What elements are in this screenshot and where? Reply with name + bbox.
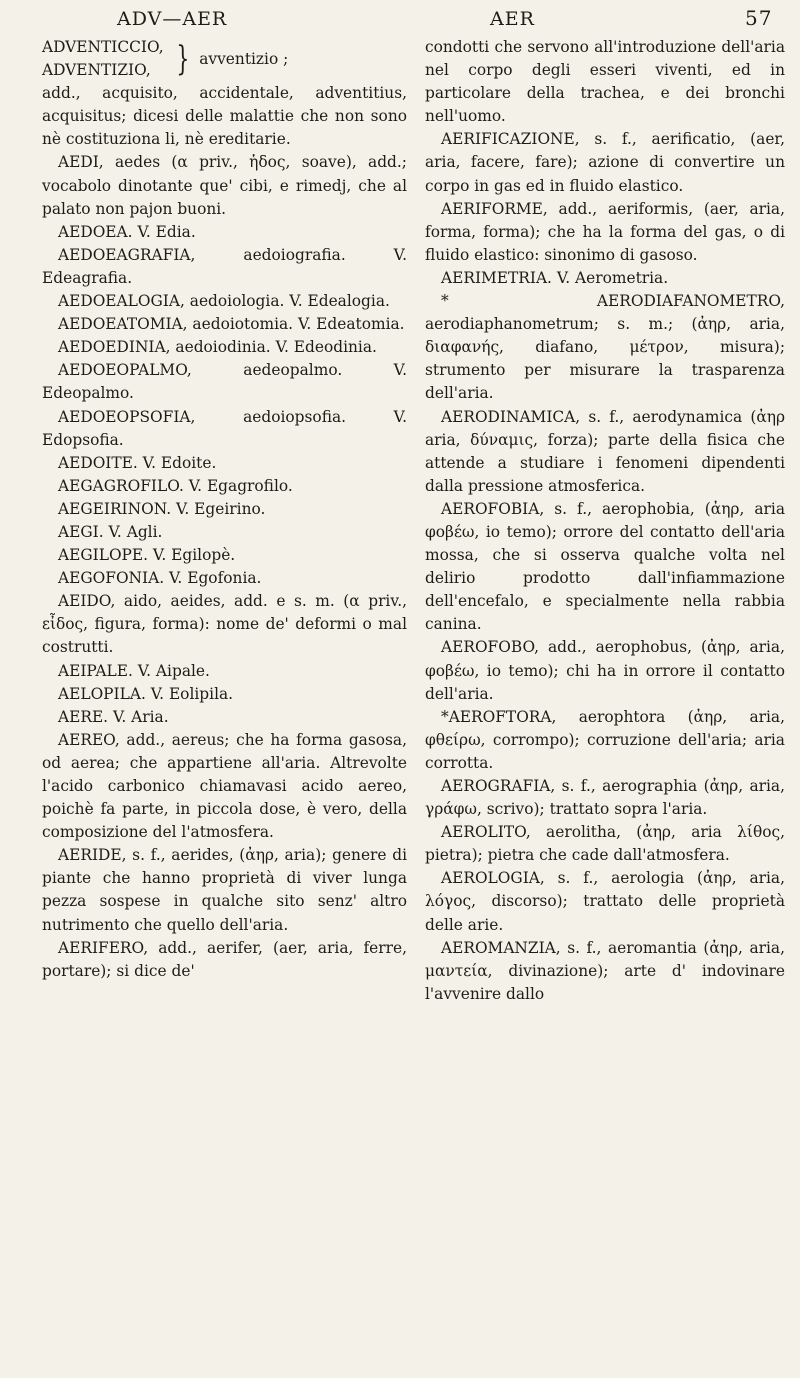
dictionary-entry: * AERODIAFANOMETRO, aerodiaphanometrum; s. m.; (ἀηρ, aria, διαφανής, diafano, μέτρον, misura); strumento per misurare la trasparenza dell'aria. — [425, 292, 785, 403]
dictionary-entry: *AEROFTORA, aerophtora (ἀηρ, aria, φθείρω, corrompo); corruzione dell'aria; aria corrotta. — [425, 707, 785, 772]
dictionary-entry: AEGOFONIA. V. Egofonia. — [58, 569, 262, 588]
dictionary-entry: AEDOITE. V. Edoite. — [58, 453, 217, 472]
dictionary-entry: AERIMETRIA. V. Aerometria. — [441, 268, 669, 287]
right-column — [425, 36, 785, 1006]
dictionary-entry: AEDOEATOMIA, aedoiotomia. V. Edeatomia. — [58, 315, 405, 334]
dictionary-entry-continuation: condotti che servono all'introduzione dell'aria nel corpo degli esseri viventi, ed in particolare della trachea, e dei bronchi nell'uomo. — [425, 38, 785, 126]
brace-glyph: } — [175, 39, 189, 80]
dictionary-entry: AERODINAMICA, s. f., aerodynamica (ἀηρ aria, δύναμις, forza); parte della fisica che attende a studiare i fenomeni dipendenti dalla pressione atmosferica. — [425, 407, 785, 495]
dictionary-entry: AEDOEALOGIA, aedoiologia. V. Edealogia. — [58, 292, 390, 311]
dictionary-entry: AERIFERO, add., aerifer, (aer, aria, ferre, portare); si dice de' — [42, 938, 407, 980]
left-column — [42, 36, 407, 983]
dictionary-entry: AEGAGROFILO. V. Egagrofilo. — [58, 476, 293, 495]
dictionary-entry: AEROLITO, aerolitha, (ἀηρ, aria λίθος, pietra); pietra che cade dall'atmosfera. — [425, 823, 785, 865]
dictionary-entry: AEIPALE. V. Aipale. — [58, 661, 210, 680]
headword-adventizio: ADVENTIZIO, — [42, 61, 151, 80]
headword-gloss: avventizio ; — [199, 49, 289, 68]
dictionary-entry: AEROFOBO, add., aerophobus, (ἀηρ, aria, φοβέω, io temo); chi ha in orrore il contatto dell'aria. — [425, 638, 785, 703]
dictionary-entry: AEIDO, aido, aeides, add. e s. m. (α priv., εἶδος, figura, forma): nome de' deformi o mal costrutti. — [42, 592, 407, 657]
dictionary-entry: AEROMANZIA, s. f., aeromantia (ἀηρ, aria, μαντεία, divinazione); arte d' indovinare l'avvenire dallo — [425, 938, 785, 1003]
entry-adventiccio — [42, 36, 407, 82]
dictionary-entry: AEDOEOPSOFIA, aedoiopsofia. V. Edopsofia. — [42, 407, 407, 449]
running-head-left: ADV—AER — [117, 8, 228, 30]
dictionary-entry: AEREO, add., aereus; che ha forma gasosa, od aerea; che appartiene all'aria. Altrevolte l'acido carbonico chiamavasi acido aereo, poichè fa parte, in piccola dose, è vero, della composizione del l'atmosfera. — [42, 730, 407, 842]
paired-headwords — [42, 36, 164, 82]
dictionary-entry: AEDOEOPALMO, aedeopalmo. V. Edeopalmo. — [42, 361, 407, 403]
dictionary-entry: AEGI. V. Agli. — [58, 522, 163, 541]
dictionary-entry: AELOPILA. V. Eolipila. — [58, 684, 234, 703]
dictionary-entry: AERE. V. Aria. — [58, 707, 169, 726]
dictionary-entry: AERIFICAZIONE, s. f., aerificatio, (aer, aria, facere, fare); azione di convertire un corpo in gas ed in fluido elastico. — [425, 130, 785, 195]
dictionary-entry: AEROFOBIA, s. f., aerophobia, (ἀηρ, aria φοβέω, io temo); orrore del contatto dell'aria mossa, che si osserva qualche volta nel delirio prodotto dall'infiammazione dell'encefalo, e specialmente nella rabbia canina. — [425, 499, 785, 634]
dictionary-entry: AEGEIRINON. V. Egeirino. — [58, 499, 266, 518]
dictionary-entry: AERIDE, s. f., aerides, (ἀηρ, aria); genere di piante che hanno proprietà di viver lunga pezza sospese in qualche sito senz' altro nutrimento che quello dell'aria. — [42, 846, 407, 934]
dictionary-entry: AEGILOPE. V. Egilopè. — [58, 546, 236, 565]
dictionary-entry: AEROGRAFIA, s. f., aerographia (ἀηρ, aria, γράφω, scrivo); trattato sopra l'aria. — [425, 777, 785, 819]
entry-body: add., acquisito, accidentale, adventitius, acquisitus; dicesi delle malattie che non sono nè costituziona li, nè ereditarie. — [42, 84, 407, 149]
headword-adventiccio: ADVENTICCIO, — [42, 38, 164, 56]
page-number: 57 — [745, 6, 773, 30]
dictionary-entry: AEROLOGIA, s. f., aerologia (ἀηρ, aria, λόγος, discorso); trattato delle proprietà delle arie. — [425, 869, 785, 934]
running-head-center: AER — [490, 8, 535, 30]
dictionary-entry: AEDOEA. V. Edia. — [58, 222, 196, 241]
dictionary-entry: AEDOEDINIA, aedoiodinia. V. Edeodinia. — [58, 338, 377, 357]
dictionary-entry: AEDOEAGRAFIA, aedoiografia. V. Edeagrafia. — [42, 245, 407, 287]
running-head — [0, 4, 800, 34]
dictionary-entry: AEDI, aedes (α priv., ἡδος, soave), add.; vocabolo dinotante que' cibi, e rimedj, che al palato non pajon buoni. — [42, 153, 407, 218]
dictionary-entry: AERIFORME, add., aeriformis, (aer, aria, forma, forma); che ha la forma del gas, o di fluido elastico: sinonimo di gasoso. — [425, 199, 785, 264]
